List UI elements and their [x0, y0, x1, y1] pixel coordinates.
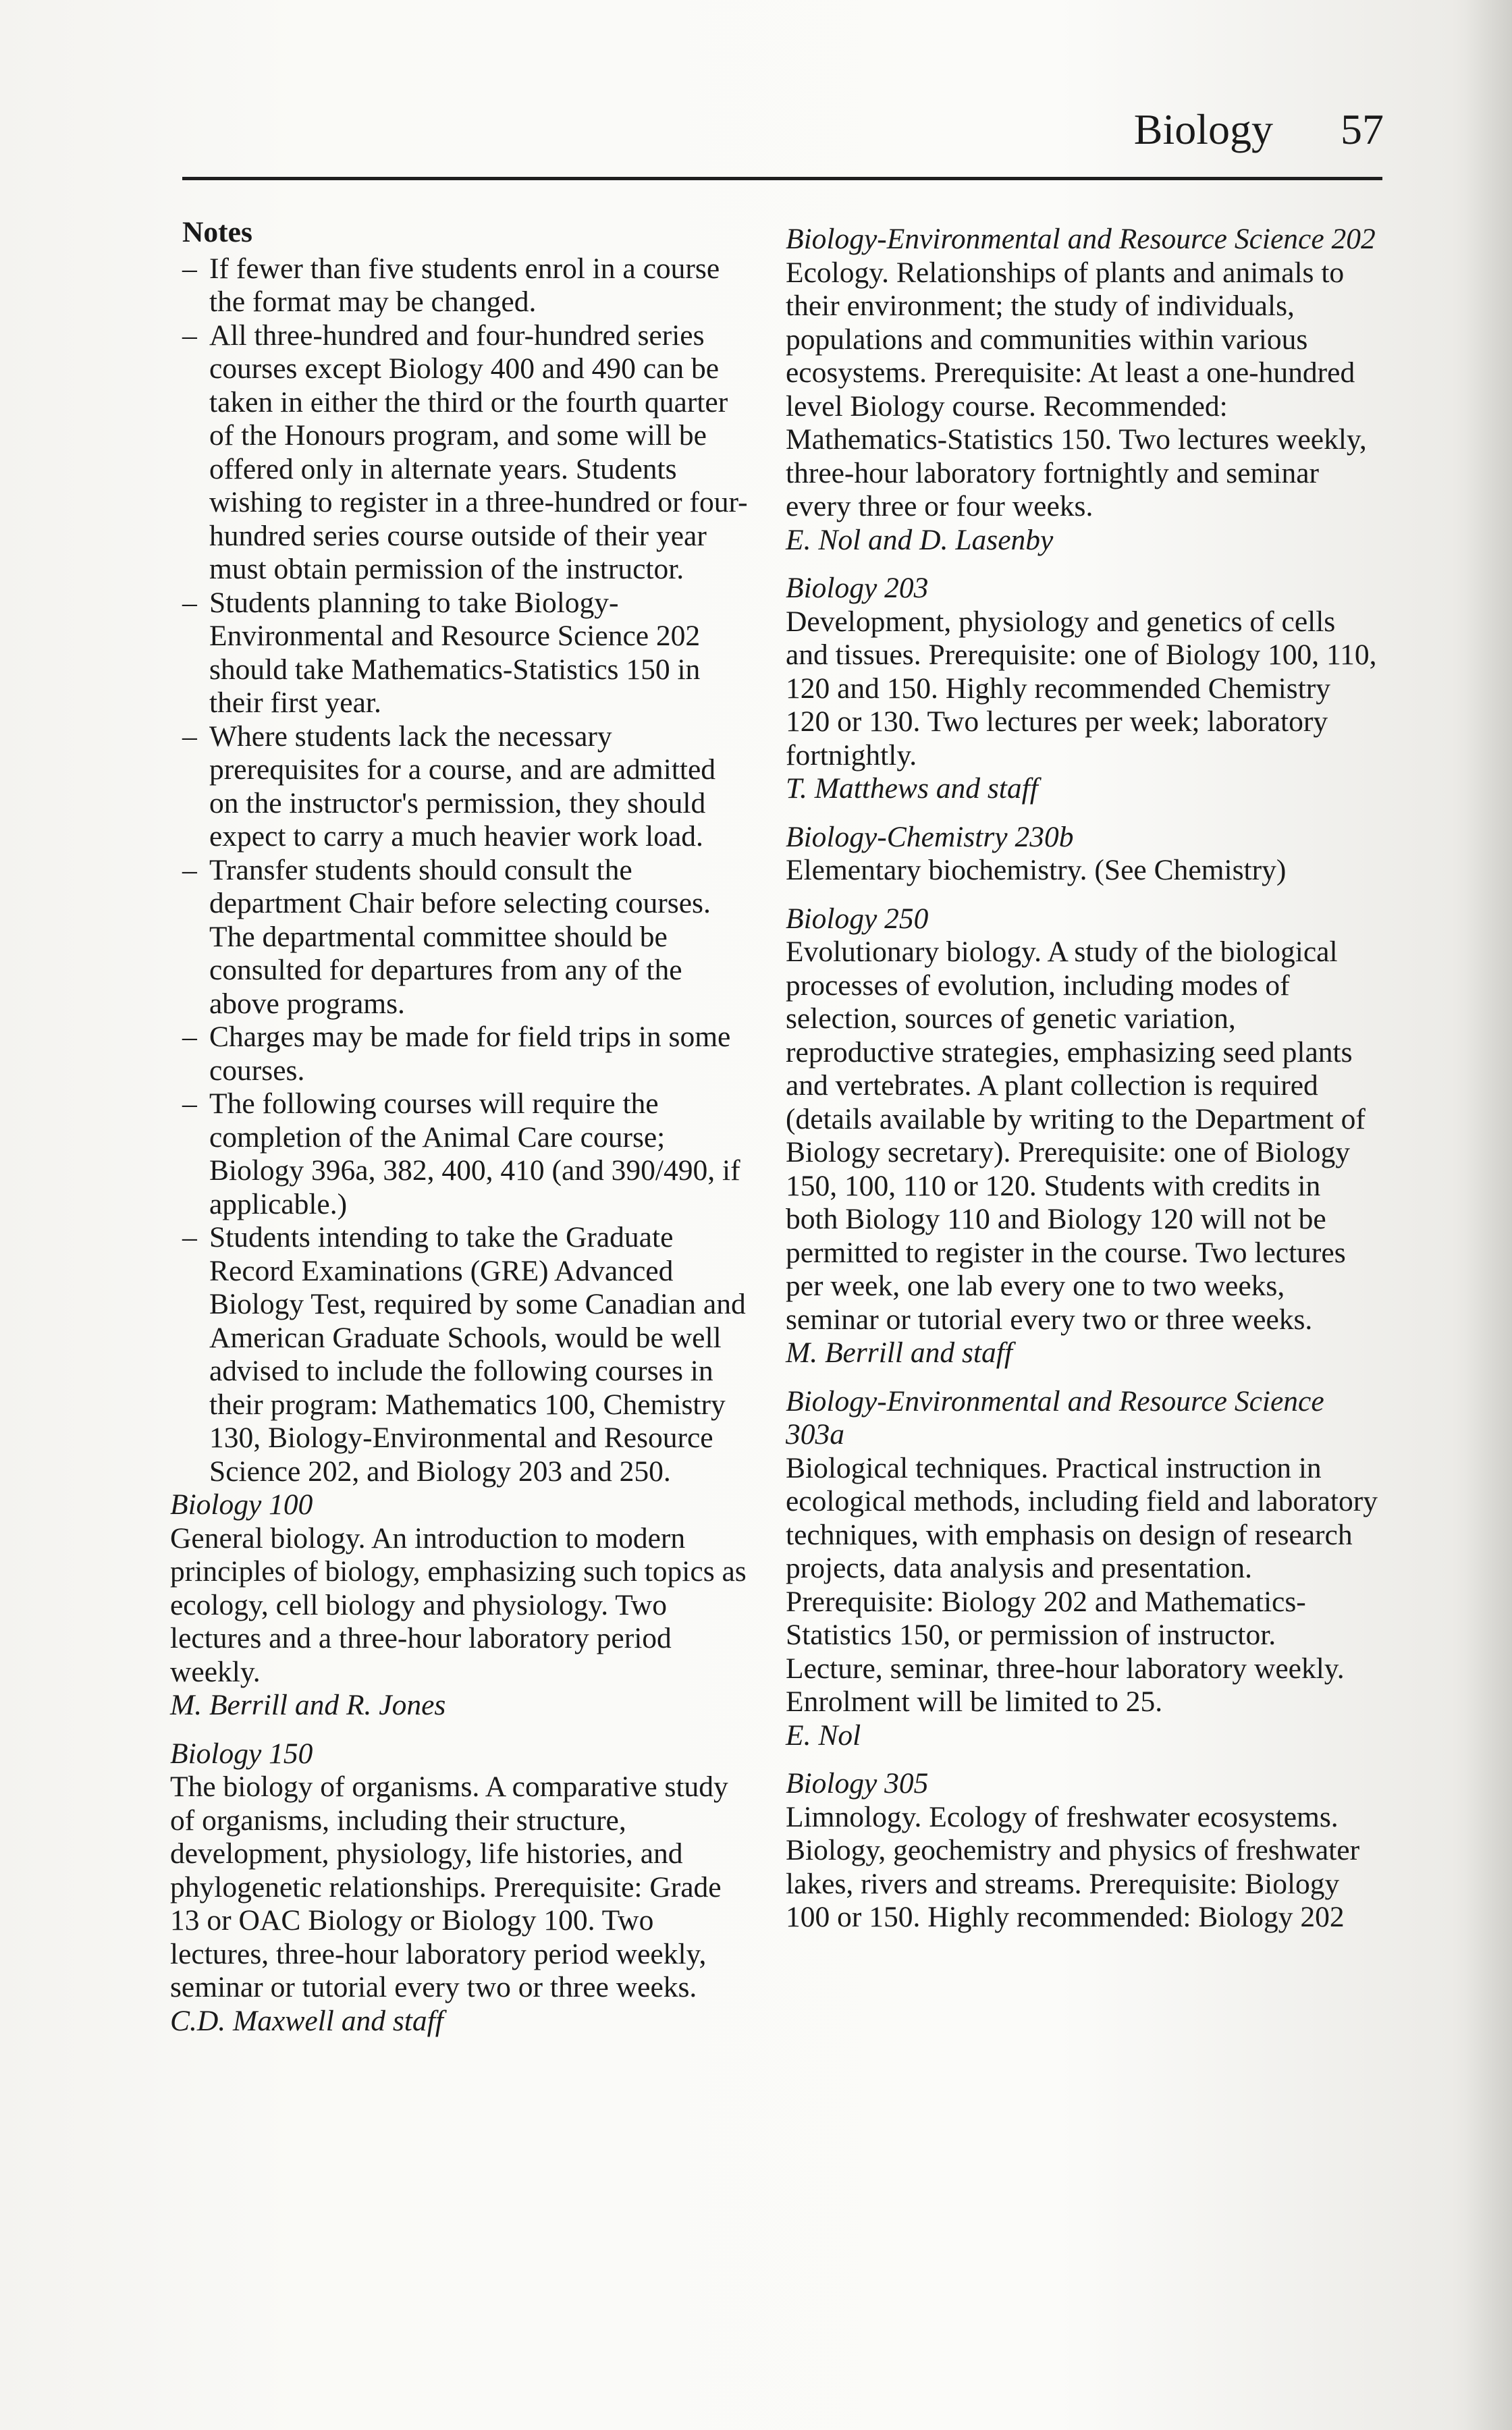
course-entry [786, 1767, 1380, 1935]
course-instructors: M. Berrill and staff [786, 1336, 1013, 1369]
course-description: Biological techniques. Practical instruction in ecological methods, including field and laboratory techniques, with emphasis on design of research projects, data analysis and presentation. Prerequisite: Biology 202 and Mathematics-Statistics 150, or permission of instructor. Lecture, seminar, three-hour laboratory weekly. Enrolment will be limited to 25. [786, 1451, 1378, 1718]
note-item: – Students intending to take the Graduate Record Examinations (GRE) Advanced Biology Test, required by some Canadian and American Graduate Schools, would be well advised to include the following courses in their program: Mathematics 100, Chemistry 130, Biology-Environmental and Resource Science 202, and Biology 203 and 250. [209, 1221, 751, 1488]
note-item: – Transfer students should consult the department Chair before selecting courses. The departmental committee should be consulted for departures from any of the above programs. [209, 854, 751, 1021]
course-code: Biology-Environmental and Resource Science 202 [786, 223, 1376, 255]
header-rule [182, 177, 1382, 180]
course-entry [786, 223, 1380, 557]
course-entry [786, 1385, 1380, 1753]
course-code: Biology 250 [786, 902, 929, 935]
section-title: Biology [1133, 105, 1273, 153]
note-item: – Students planning to take Biology-Environmental and Resource Science 202 should take Mathematics-Statistics 150 in their first year. [209, 587, 751, 720]
course-description: General biology. An introduction to modern principles of biology, emphasizing such topics as ecology, cell biology and physiology. Two lectures and a three-hour laboratory period weekly. [170, 1521, 747, 1688]
course-description: The biology of organisms. A comparative study of organisms, including their structure, development, physiology, life histories, and phylogenetic relationships. Prerequisite: Grade 13 or OAC Biology or Biology 100. Two lectures, three-hour laboratory period weekly, seminar or tutorial every two or three weeks. [170, 1771, 728, 2003]
course-entry [786, 572, 1380, 806]
course-description: Elementary biochemistry. (See Chemistry) [786, 854, 1287, 886]
course-description: Evolutionary biology. A study of the biological processes of evolution, including modes of selection, sources of genetic variation, reproductive strategies, emphasizing seed plants and vertebrates. A plant collection is required (details available by writing to the Department of Biology secretary). Prerequisite: one of Biology 150, 100, 110 or 120. Students with credits in both Biology 110 and Biology 120 will not be permitted to register in the course. Two lectures per week, one lab every one to two weeks, seminar or tutorial every two or three weeks. [786, 936, 1366, 1336]
right-column [786, 223, 1380, 1949]
course-code: Biology 305 [786, 1767, 929, 1800]
course-instructors: C.D. Maxwell and staff [170, 2004, 443, 2037]
course-code: Biology-Environmental and Resource Science 303a [786, 1384, 1324, 1451]
course-code: Biology 203 [786, 572, 929, 604]
course-description: Limnology. Ecology of freshwater ecosystems. Biology, geochemistry and physics of freshwater lakes, rivers and streams. Prerequisite: Biology 100 or 150. Highly recommended: Biology 202 [786, 1800, 1360, 1933]
note-item: – The following courses will require the completion of the Animal Care course; Biology 396a, 382, 400, 410 (and 390/490, if applicable.) [209, 1087, 751, 1221]
course-description: Ecology. Relationships of plants and animals to their environment; the study of individuals, populations and communities within various ecosystems. Prerequisite: At least a one-hundred level Biology course. Recommended: Mathematics-Statistics 150. Two lectures weekly, three-hour laboratory fortnightly and seminar every three or four weeks. [786, 256, 1367, 522]
note-item: – Charges may be made for field trips in some courses. [209, 1021, 751, 1087]
course-code: Biology 100 [170, 1488, 313, 1521]
page-number: 57 [1341, 105, 1384, 153]
course-instructors: E. Nol and D. Lasenby [786, 523, 1054, 556]
course-instructors: E. Nol [786, 1719, 861, 1752]
note-item: – Where students lack the necessary prerequisites for a course, and are admitted on the instructor's permission, they should expect to carry a much heavier work load. [209, 720, 751, 854]
course-entry [786, 902, 1380, 1370]
course-instructors: T. Matthews and staff [786, 772, 1038, 805]
note-item: – If fewer than five students enrol in a course the format may be changed. [209, 252, 751, 319]
left-column [170, 216, 751, 2053]
notes-heading: Notes [182, 216, 252, 248]
course-entry [170, 1737, 751, 2039]
course-code: Biology-Chemistry 230b [786, 820, 1074, 853]
course-entry [786, 821, 1380, 888]
course-code: Biology 150 [170, 1737, 313, 1770]
notes-list [170, 252, 751, 1489]
note-item: – All three-hundred and four-hundred series courses except Biology 400 and 490 can be taken in either the third or the fourth quarter of the Honours program, and some will be offered only in alternate years. Students wishing to register in a three-hundred or four-hundred series course outside of their year must obtain permission of the instructor. [209, 319, 751, 587]
course-description: Development, physiology and genetics of cells and tissues. Prerequisite: one of Biology 100, 110, 120 and 150. Highly recommended Chemistry 120 or 130. Two lectures per week; laboratory fortnightly. [786, 605, 1377, 772]
running-head [182, 105, 1384, 153]
course-instructors: M. Berrill and R. Jones [170, 1689, 446, 1721]
course-entry [170, 1488, 751, 1723]
